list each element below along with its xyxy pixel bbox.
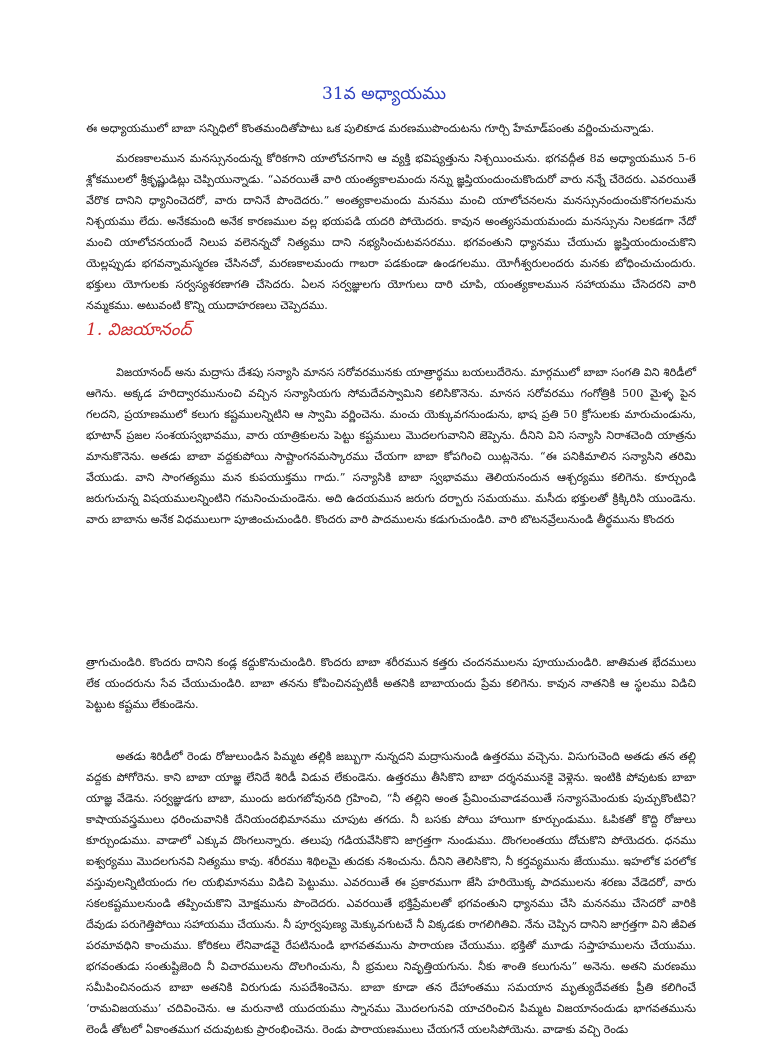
paragraph-2: విజయానంద్ అను మద్రాసు దేశపు సన్యాసి మానస సరోవరమునకు యాత్రార్థము బయలుదేరెను. మార్గములో బాబా సంగతి విని శిరిడీలో ఆగెను. అక్కడ హరిద్వారమునుంచి వచ్చిన సన్యాసియగు సోమదేవస్వామిని కలిసికొనెను. మానస సరోవరము గంగోత్రికి 500 మైళ్ళ పైన గలదని, ప్రయాణములో కలుగు కష్టములన్నిటిని ఆ స్వామి వర్ణించెను. మంచు యెక్కువగనుండును, భాష ప్రతి 50 క్రోసులకు మారుచుండును, భూటాన్ ప్రజల సంశయస్వభావము, వారు యాత్రికులను పెట్టు కష్టములు మొదలగువానిని జెప్పెను. దీనిని విని సన్యాసి నిరాశచెంది యాత్రను మానుకొనెను. అతడు బాబా వద్దకుపోయి సాష్టాంగనమస్కారము చేయగా బాబా కోపగించి యిట్లనెను. “ఈ పనికిమాలిన సన్యాసిని తరిమి వేయుడు. వాని సాంగత్యము మన కుపయుక్తము గాదు.” సన్యాసికి బాబా స్వభావము తెలియనందున ఆశ్చర్యము కలిగెను. కూర్చుండి జరుగుచున్న విషయములన్నింటిని గమనించుచుండెను. అది ఉదయమున జరుగు దర్బారు సమయము. మసీదు భక్తులతో క్రిక్కిరిసి యుండెను. వారు బాబాను అనేక విధములుగా పూజించుచుండిరి. కొందరు వారి పాదములను కడుగుచుండిరి. వారి బొటనవ్రేలునుండి తీర్థమును కొందరు	[86, 366, 696, 526]
paragraph-3: త్రాగుచుండిరి. కొందరు దానిని కండ్ల కద్దుకొనుచుండిరి. కొందరు బాబా శరీరమున కత్తరు చందనములను పూయుచుండిరి. జాతిమత భేదములు లేక యందరును సేవ చేయుచుండిరి. బాబా తనను కోపించినప్పటికీ అతనికి బాబాయందు ప్రేమ కలిగెను. కావున నాతనికి ఆ స్థలము విడిచి పెట్టుట కష్టము లేకుండెను.	[86, 656, 696, 711]
chapter-title: 31వ అధ్యాయము	[322, 84, 446, 104]
intro-paragraph: ఈ అధ్యాయములో బాబా సన్నిధిలో కొంతమందితోపాటు ఒక పులికూడ మరణముపొందుటను గూర్చి హేమాడ్‌పంతు వర్ణించుచున్నాడు.	[86, 122, 655, 135]
paragraph-1: మరణకాలమున మనస్సునందున్న కోరికగాని యాలోచనగాని ఆ వ్యక్తి భవిష్యత్తును నిశ్చయించును. భగవద్గీత 8వ అధ్యాయమున 5-6 శ్లోకములలో శ్రీకృష్ణుడిట్లు చెప్పియున్నాడు. “ఎవరయితే వారి యంత్యకాలమందు నన్ను జ్ఞప్తియందుంచుకొందురో వారు నన్నే చేరెదరు. ఎవరయితే వేరొక దానిని ధ్యానించెదరో, వారు దానినే పొందెదరు.” అంత్యకాలమందు మనము మంచి యాలోచనలను మనస్సునందుంచుకొనగలమను నిశ్చయము లేదు. అనేకమంది అనేక కారణముల వల్ల భయపడి యదరి పోయెదరు. కావున అంత్యసమయమందు మనస్సును నిలకడగా నేదో మంచి యాలోచనయందే నిలుప వలెనన్నచో నిత్యము దాని నభ్యసించుటవసరము. భగవంతుని ధ్యానము చేయుచు జ్ఞప్తియందుంచుకొని యెల్లప్పుడు భగవన్నామస్మరణ చేసినచో, మరణకాలమందు గాబరా పడకుండా ఉండగలము. యోగీశ్వరులందరు మనకు బోధించుచుందురు. భక్తులు యోగులకు సర్వస్యశరణాగతి చేసెదరు. ఏలన సర్వజ్ఞులగు యోగులు దారి చూపి, యంత్యకాలమున సహాయము చేసెదరని వారి నమ్మకము. అటువంటి కొన్ని యుదాహరణలు చెప్పెదము.	[86, 152, 696, 312]
section-title: 1. విజయానంద్	[86, 320, 192, 340]
paragraph-4: అతడు శిరిడీలో రెండు రోజులుండిన పిమ్మట తల్లికి జబ్బుగా నున్నదని మద్రాసునుండి ఉత్తరము వచ్చెను. విసుగుచెంది అతడు తన తల్లి వద్దకు పోగోరెను. కాని బాబా యాజ్ఞ లేనిదే శిరిడీ విడువ లేకుండెను. ఉత్తరము తీసికొని బాబా దర్శనమునకై వెళ్లెను. ఇంటికి పోవుటకు బాబా యాజ్ఞ వేడెను. సర్వజ్ఞుడగు బాబా, ముందు జరుగబోవునది గ్రహించి, “నీ తల్లిని అంత ప్రేమించువాడవయితే సన్యాసమెందుకు పుచ్చుకొంటివి? కాషాయవస్త్రములు ధరించువానికి దేనియందభిమానము చూపుట తగదు. నీ బసకు పోయి హాయిగా కూర్చుండుము. ఓపికతో కొద్ది రోజులు కూర్చుండుము. వాడాలో ఎక్కువ దొంగలున్నారు. తలుపు గడియవేసికొని జాగ్రత్తగా నుండుము. దొంగలంతయు దోచుకొని పోయెదరు. ధనము ఐశ్వర్యము మొదలగునవి నిత్యము కావు. శరీరము శిథిలమై తుదకు నశించును. దీనిని తెలిసికొని, నీ కర్తవ్యమును జేయుము. ఇహలోక పరలోక వస్తువులన్నిటియందు గల యభిమానము విడిచి పెట్టుము. ఎవరయితే ఈ ప్రకారముగా జేసి హరియొక్క పాదములను శరణు వేడెదరో, వారు సకలకష్టములనుండి తప్పించుకొని మోక్షమును పొందెదరు. ఎవరయితే భక్తిప్రేమలతో భగవంతుని ధ్యానము చేసి మననము చేసెదరో వారికి దేవుడు పరుగెత్తిపోయి సహాయము చేయును. నీ పూర్వపుణ్య మెక్కువగుటచే నీ విక్కడకు రాగలిగితివి. నేను చెప్పిన దానిని జాగ్రత్తగా విని జీవిత పరమావధిని కాంచుము. కోరికలు లేనివాడవై రేపటినుండి భాగవతమును పారాయణ చేయుము. భక్తితో మూడు సప్తాహములను చేయుము. భగవంతుడు సంతుష్టిజెంది నీ విచారములను దొలగించును, నీ భ్రమలు నివృత్తియగును. నీకు శాంతి కలుగును” అనెను. అతని మరణము సమీపించినందున బాబా అతనికి విరుగుడు నుపదేశించెను. బాబా కూడా తన దేహాంతము సమయాన మృత్యుదేవతకు ప్రీతి కలిగించే ‘రామవిజయము’ చదివించెను. ఆ మరునాటి యుదయము స్నానము మొదలగునవి యాచరించిన పిమ్మట విజయానందుడు భాగవతమును లెండీ తోటలో ఏకాంతముగ చదువుటకు ప్రారంభించెను. రెండు పారాయణములు చేయగనే యలసిపోయెను. వాడాకు వచ్చి రెండు	[86, 750, 696, 1036]
